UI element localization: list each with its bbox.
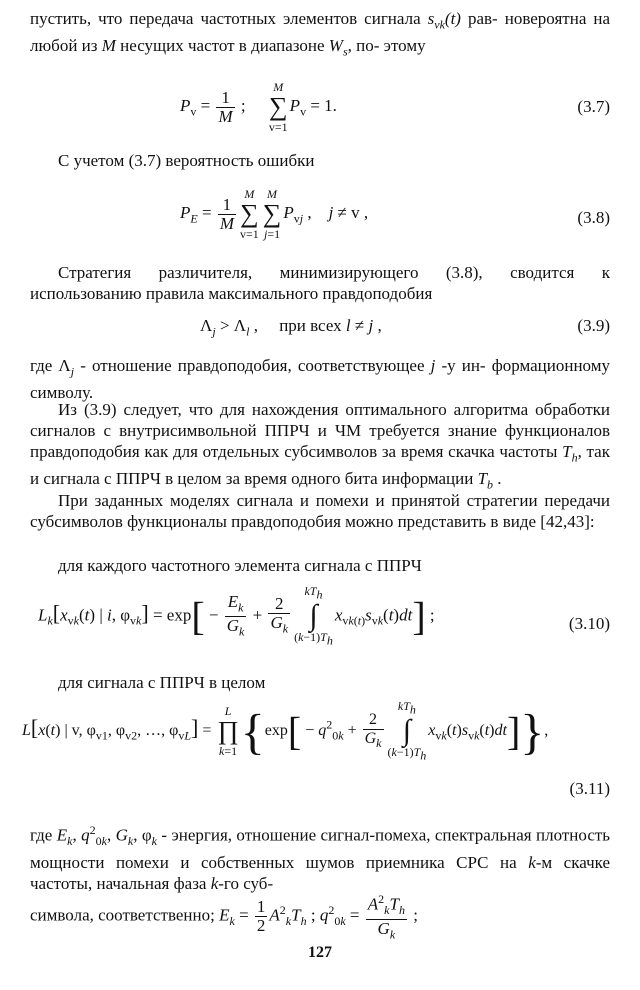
paragraph-10: символа, соответственно; $E_k$ = $\frac{1}{2}$ $A^2_kT_h$ ; $q^2_{0k}$ = $\frac{A^2_kT_h}{G_k}$ ; [30, 892, 418, 942]
paragraph-9: где $E_k$, $q^2_{0k}$, $G_k$, $\varphi_k$ - энергия, отношение сигнал-помеха, спектральная плотность мощности помехи и собственных шумов приемника СРС на k-м скачке частоты, начальная фаза k-го суб- [30, 823, 611, 894]
text: Стратегия различителя, минимизирующего (3.8), сводится к использованию правила максимального правдоподобия [30, 263, 610, 303]
equation-number: (3.8) [577, 208, 610, 227]
text: новероятна на любой из [30, 9, 611, 56]
text: , так и сигнала с ППРЧ в целом за время одного бита информации [30, 442, 610, 489]
text: где [30, 825, 53, 845]
text: - отношение правдоподобия, соответствующее [80, 356, 425, 375]
text: несущих частот в диапазоне [120, 36, 325, 56]
text: При заданных моделях сигнала и помехи и принятой стратегии передачи субсимволов функционалы правдоподобия можно представить в виде [42,43]: [30, 491, 610, 531]
math-symbol: W [328, 36, 343, 56]
text: символа, соответственно; [30, 905, 215, 925]
text: -го суб- [218, 874, 274, 894]
paragraph-4: где $\Lambda_j$ - отношение правдоподобия, соответствующее j -у ин- формационному символу. [30, 356, 610, 403]
math-sub: vk [434, 17, 445, 32]
equation-number: (3.10) [568, 614, 610, 633]
text: - энергия, отношение сигнал-помеха, спектральная плотность мощности помехи и собственных шумов приемника СРС на [30, 825, 611, 873]
math-symbol: s [427, 9, 435, 28]
paragraph-3 [30, 262, 610, 304]
text: , по- [347, 36, 380, 56]
text: для сигнала с ППРЧ в целом [58, 673, 266, 692]
paragraph-2 [30, 150, 610, 171]
text: для каждого частотного элемента сигнала с ППРЧ [58, 556, 422, 575]
text: при всех [279, 316, 342, 335]
text: С учетом (3.7) вероятность ошибки [58, 151, 315, 170]
equation-3-9: $\Lambda_j > \Lambda_l$ , при всех l ≠ j , (3.9) [200, 316, 610, 339]
paragraph-1 [30, 8, 610, 63]
equation-3-10: $L_k[x_{vk}(t)$ | i, $\varphi_{vk}] = \exp$[ − $\frac{E_k}{G_k}$ + $\frac{2}{G_k}$ $kT_h$ ∫ $(k-1)T_h$ $x_{vk(t)}s_{vk}(t)dt$] ; (3.10) [38, 584, 610, 648]
equation-number: (3.9) [577, 316, 610, 335]
paragraph-7 [30, 555, 610, 576]
math-arg: (t) [444, 9, 461, 28]
text: Из (3.9) следует, что для нахождения оптимального алгоритма обработки сигналов с внутрисимвольной ППРЧ и ЧМ требуется знание функционалов правдоподобия как для отдельных субсимволов за время скачка частоты [30, 400, 610, 461]
paragraph-6 [30, 490, 610, 532]
text: где [30, 356, 53, 375]
text: этому [383, 36, 426, 56]
text: -у ин- [441, 356, 486, 375]
paragraph-8 [30, 672, 610, 693]
text: пустить, что передача частотных элементов сигнала [30, 9, 421, 28]
math-sub: s [342, 44, 348, 59]
equation-number: (3.7) [577, 97, 610, 116]
math-symbol: M [101, 36, 116, 56]
text: -м скачке частоты, начальная фаза [30, 853, 611, 894]
page-number: 127 [308, 944, 332, 961]
equation-number: (3.11) [569, 779, 610, 798]
text: рав- [467, 9, 498, 28]
equation-3-7: $P_v$ = $\frac{1}{M}$ ; M ∑ v=1 $P_v = 1$. (3.7) [180, 80, 610, 134]
equation-3-8: $P_E$ = $\frac{1}{M}$ M ∑ v=1 M ∑ j=1 $P_{vj}$ , j ≠ v , (3.8) [180, 187, 610, 241]
equation-3-11: L[x(t) | v, $\varphi_{v1}$, $\varphi_{v2}$, …, $\varphi_{vL}$] = L ∏ k=1 {$\exp[ - q^2_{0k}$ + $\frac{2}{G_k}$ $kT_h$ ∫ $(k-1)T_h$ $x_{vk}(t)s_{vk}(t)dt$]}, (3.11) [22, 699, 610, 798]
text: формационному символу. [30, 356, 610, 403]
paragraph-5: Из (3.9) следует, что для нахождения оптимального алгоритма обработки сигналов с внутрисимвольной ППРЧ и ЧМ требуется знание функционалов правдоподобия как для отдельных субсимволов за время скачка частоты $T_h$, так и сигнала с ППРЧ в целом за время одного бита информации $T_b$ . [30, 400, 610, 492]
